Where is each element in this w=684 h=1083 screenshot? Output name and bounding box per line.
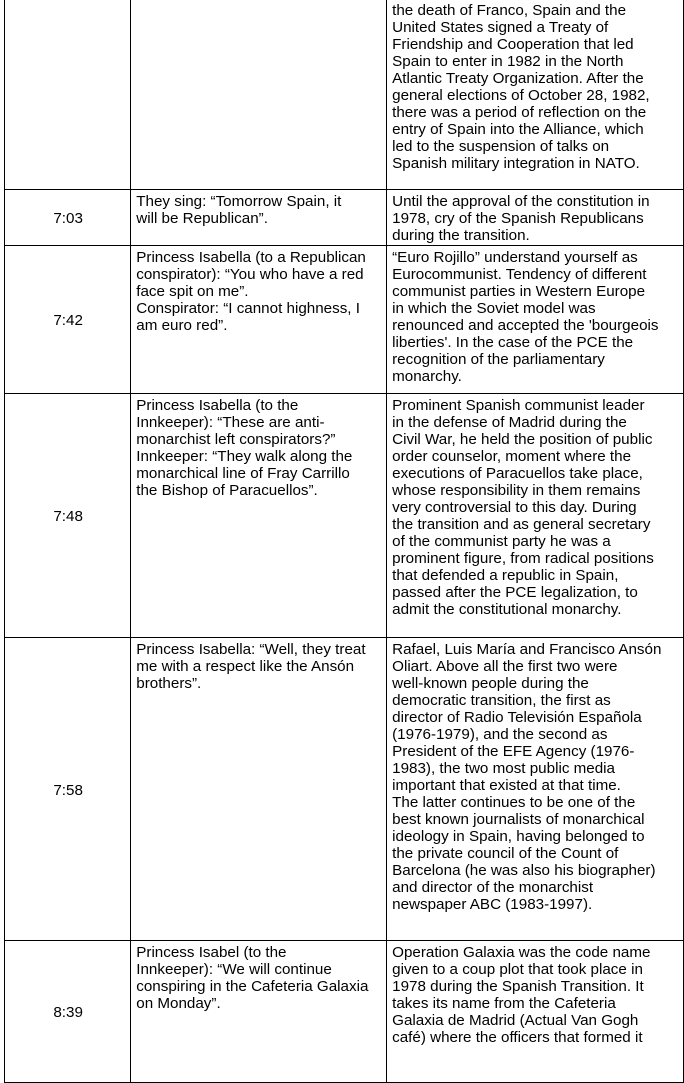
table-row [5,0,684,190]
explanation-cell [387,246,684,394]
explanation-cell [387,190,684,246]
text-line: takes its name from the Cafeteria [392,995,616,1012]
timestamp-cell: 8:39 [5,941,131,1083]
text-line: 1978, cry of the Spanish Republicans [392,210,644,227]
text-line: entry of Spain into the Alliance, which [392,121,644,138]
text-line: monarchical line of Fray Carrillo [136,465,350,482]
table-row [5,941,684,1083]
text-line: Spanish military integration in NATO. [392,155,640,172]
text-line: Princess Isabella: “Well, they treat [136,641,366,658]
text-line: monarchist left conspirators?” [136,431,336,448]
text-line: recognition of the parliamentary [392,351,605,368]
text-line: the Bishop of Paracuellos”. [136,482,318,499]
text-line: Innkeeper): “We will continue [136,961,332,978]
text-line: renounced and accepted the 'bourgeois [392,317,659,334]
text-line: monarchy. [392,368,462,385]
text-line: there was a period of reflection on the [392,104,647,121]
text-line: Friendship and Cooperation that led [392,36,634,53]
text-line: the death of Franco, Spain and the [392,2,627,19]
text-line: conspirator): “You who have a red [136,266,364,283]
text-line: on Monday”. [136,995,221,1012]
text-line: Barcelona (he was also his biographer) [392,862,656,879]
text-line: executions of Paracuellos take place, [392,465,643,482]
text-line: the private council of the Count of [392,845,619,862]
text-line: 1978 during the Spanish Transition. It [392,978,644,995]
dialogue-cell [131,190,387,246]
text-line: well-known people during the [392,675,589,692]
table-row [5,638,684,941]
text-line: Conspirator: “I cannot highness, I [136,300,360,317]
text-line: (1976-1979), and the second as [392,726,608,743]
text-line: Innkeeper): “These are anti- [136,414,325,431]
explanation-cell [387,0,684,190]
timestamp-cell [5,0,131,190]
text-line: me with a respect like the Ansón [136,658,355,675]
text-line: very controversial to this day. During [392,499,637,516]
text-line: led to the suspension of talks on [392,138,610,155]
text-line: and director of the monarchist [392,879,594,896]
text-line: “Euro Rojillo” understand yourself as [392,249,638,266]
text-line: brothers”. [136,675,202,692]
text-line: café) where the officers that formed it [392,1029,643,1046]
text-line: Until the approval of the constitution in [392,193,650,210]
text-line: the transition and as general secretary [392,516,651,533]
text-line: order counselor, moment where the [392,448,632,465]
text-line: communist parties in Western Europe [392,283,646,300]
dialogue-cell [131,638,387,941]
text-line: prominent figure, from radical positions [392,550,654,567]
explanation-cell [387,941,684,1083]
text-line: ideology in Spain, having belonged to [392,828,645,845]
text-line: general elections of October 28, 1982, [392,87,650,104]
dialogue-cell [131,394,387,638]
text-line: given to a coup plot that took place in [392,961,643,978]
dialogue-cell [131,0,387,190]
text-line: Eurocommunist. Tendency of different [392,266,647,283]
text-line: United States signed a Treaty of [392,19,609,36]
text-line: Innkeeper: “They walk along the [136,448,353,465]
text-line: face spit on me”. [136,283,249,300]
text-line: during the transition. [392,227,530,244]
dialogue-cell [131,246,387,394]
text-line: Princess Isabella (to the [136,397,299,414]
text-line: whose responsibility in them remains [392,482,641,499]
text-line: best known journalists of monarchical [392,811,645,828]
text-line: passed after the PCE legalization, to [392,584,638,601]
text-line: Princess Isabella (to a Republican [136,249,366,266]
text-line: Operation Galaxia was the code name [392,944,651,961]
text-line: newspaper ABC (1983-1997). [392,896,593,913]
text-line: in the defense of Madrid during the [392,414,627,431]
text-line: democratic transition, the first as [392,692,611,709]
timestamp-cell: 7:03 [5,190,131,246]
text-line: President of the EFE Agency (1976- [392,743,635,760]
table-row [5,394,684,638]
annotation-table [4,0,684,1083]
text-line: of the communist party he was a [392,533,611,550]
text-line: liberties'. In the case of the PCE the [392,334,634,351]
timestamp-cell: 7:42 [5,246,131,394]
text-line: Princess Isabel (to the [136,944,287,961]
explanation-cell [387,394,684,638]
text-line: Prominent Spanish communist leader [392,397,645,414]
text-line: They sing: “Tomorrow Spain, it [136,193,342,210]
text-line: admit the constitutional monarchy. [392,601,622,618]
table-row [5,190,684,246]
text-line: director of Radio Televisión Española [392,709,642,726]
text-line: in which the Soviet model was [392,300,596,317]
text-line: important that existed at that time. [392,777,621,794]
text-line: Atlantic Treaty Organization. After the [392,70,644,87]
timestamp-cell: 7:58 [5,638,131,941]
explanation-cell [387,638,684,941]
timestamp-cell: 7:48 [5,394,131,638]
text-line: The latter continues to be one of the [392,794,636,811]
text-line: am euro red”. [136,317,228,334]
dialogue-cell [131,941,387,1083]
text-line: 1983), the two most public media [392,760,615,777]
text-line: will be Republican”. [136,210,268,227]
text-line: Rafael, Luis María and Francisco Ansón [392,641,662,658]
text-line: that defended a republic in Spain, [392,567,619,584]
text-line: Spain to enter in 1982 in the North [392,53,624,70]
text-line: conspiring in the Cafeteria Galaxia [136,978,369,995]
text-line: Galaxia de Madrid (Actual Van Gogh [392,1012,639,1029]
text-line: Civil War, he held the position of public [392,431,653,448]
text-line: Oliart. Above all the first two were [392,658,618,675]
table-row [5,246,684,394]
